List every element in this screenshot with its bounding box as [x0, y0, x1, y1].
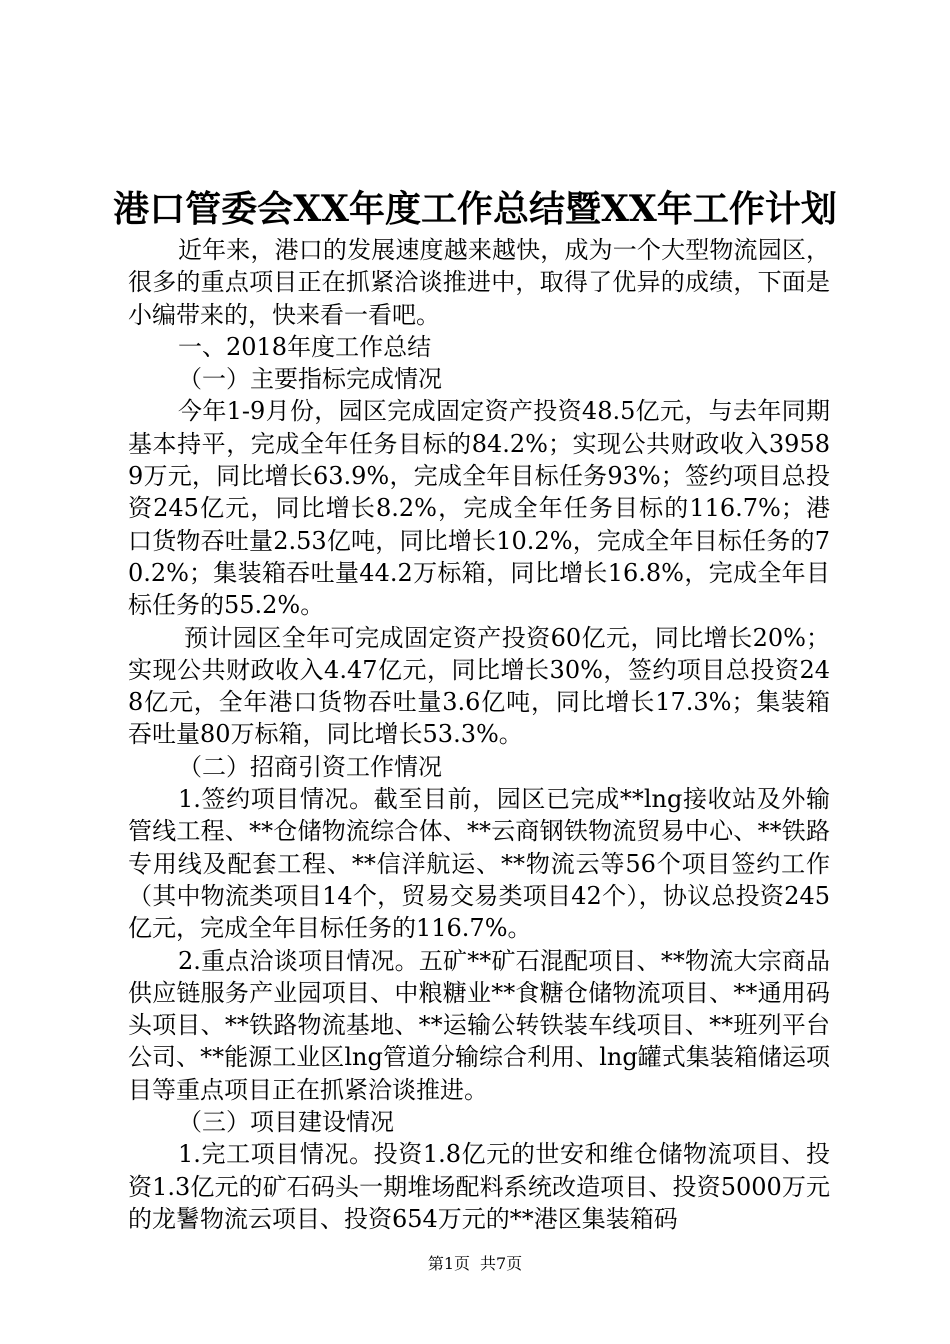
- subsection-heading-2: （二）招商引资工作情况: [178, 752, 442, 781]
- intro-paragraph: 近年来，港口的发展速度越来越快，成为一个大型物流园区，很多的重点项目正在抓紧洽谈推进中，取得了优异的成绩，下面是小编带来的，快来看一看吧。: [128, 236, 830, 329]
- document-body: [128, 234, 830, 1235]
- subsection-heading-3: （三）项目建设情况: [178, 1108, 394, 1137]
- page-total: 共7页: [480, 1254, 523, 1273]
- section-heading-1: 一、2018年度工作总结: [178, 332, 432, 361]
- body-paragraph: 预计园区全年可完成固定资产投资60亿元，同比增长20%；实现公共财政收入4.47亿元，同比增长30%，签约项目总投资248亿元，全年港口货物吞吐量3.6亿吨，同比增长17.3%；集装箱吞吐量80万标箱，同比增长53.3%。: [128, 623, 830, 749]
- body-paragraph: 2.重点洽谈项目情况。五矿**矿石混配项目、**物流大宗商品供应链服务产业园项目、中粮糖业**食糖仓储物流项目、**通用码头项目、**铁路物流基地、**运输公转铁装车线项目、**班列平台公司、**能源工业区lng管道分输综合利用、lng罐式集装箱储运项目等重点项目正在抓紧洽谈推进。: [128, 946, 830, 1104]
- body-paragraph: 1.签约项目情况。截至目前，园区已完成**lng接收站及外输管线工程、**仓储物流综合体、**云商钢铁物流贸易中心、**铁路专用线及配套工程、**信洋航运、**物流云等56个项目签约工作（其中物流类项目14个，贸易交易类项目42个），协议总投资245亿元，完成全年目标任务的116.7%。: [128, 785, 830, 943]
- body-paragraph: 1.完工项目情况。投资1.8亿元的世安和维仓储物流项目、投资1.3亿元的矿石码头一期堆场配料系统改造项目、投资5000万元的龙鬐物流云项目、投资654万元的**港区集装箱码: [128, 1140, 830, 1233]
- page-number: 第1页: [427, 1254, 470, 1273]
- body-paragraph: 今年1-9月份，园区完成固定资产投资48.5亿元，与去年同期基本持平，完成全年任务目标的84.2%；实现公共财政收入39589万元，同比增长63.9%，完成全年目标任务93%；签约项目总投资245亿元，同比增长8.2%，完成全年任务目标的116.7%；港口货物吞吐量2.53亿吨，同比增长10.2%，完成全年目标任务的70.2%；集装箱吞吐量44.2万标箱，同比增长16.8%，完成全年目标任务的55.2%。: [128, 397, 830, 620]
- document-title: 港口管委会XX年度工作总结暨XX年工作计划: [113, 188, 837, 230]
- subsection-heading-1: （一）主要指标完成情况: [178, 365, 442, 394]
- page-footer: [0, 1253, 950, 1275]
